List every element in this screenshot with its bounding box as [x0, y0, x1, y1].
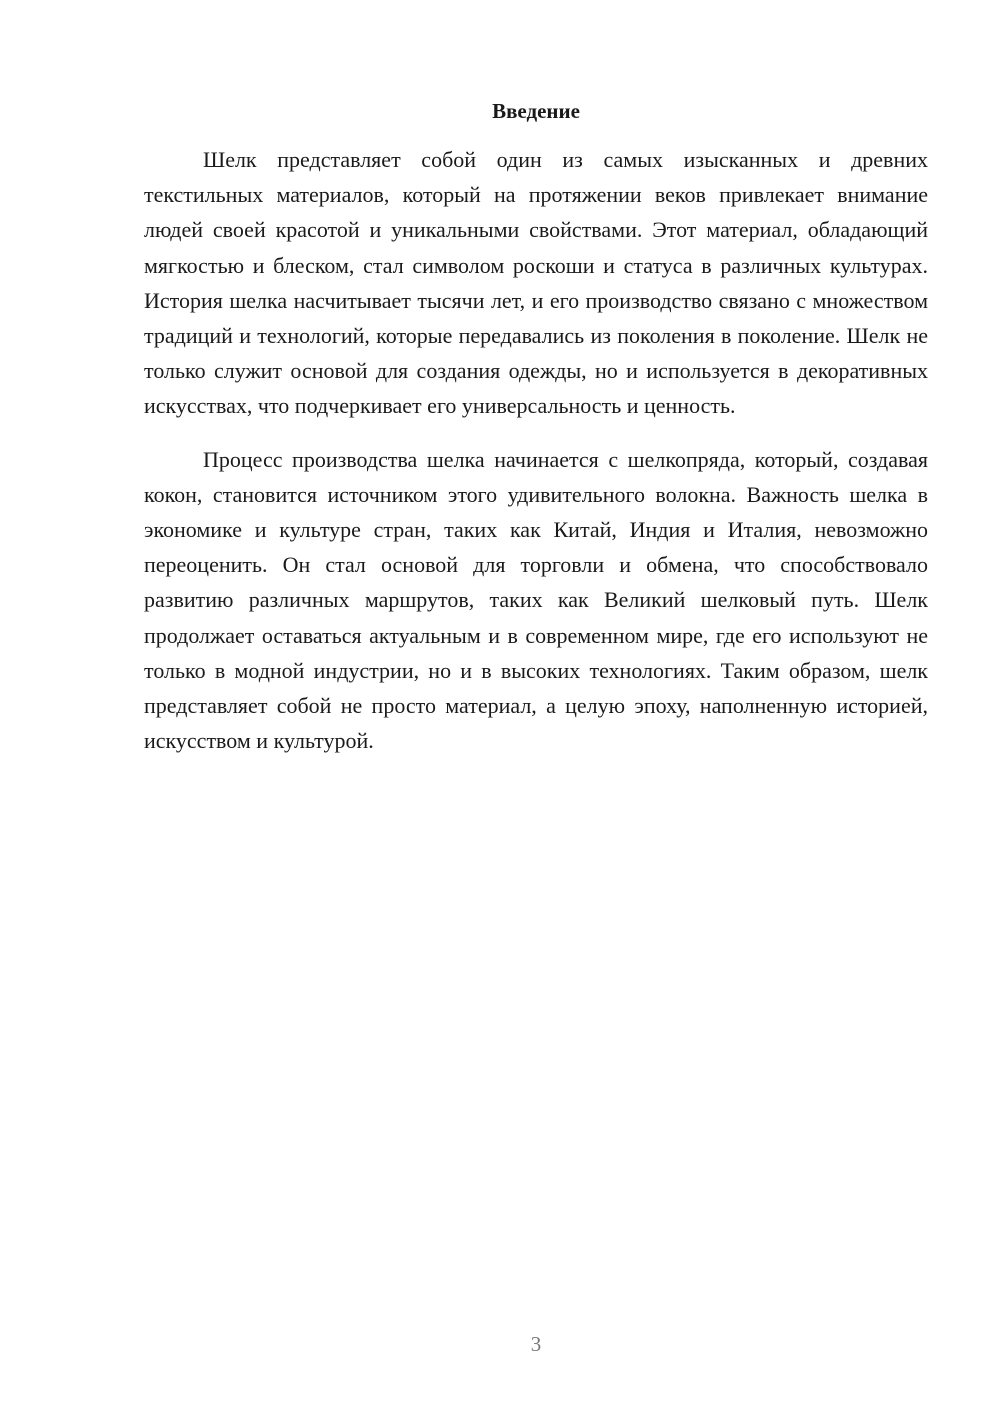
section-heading: Введение	[492, 99, 580, 123]
body-text	[144, 142, 928, 776]
page-number: 3	[530, 1332, 542, 1356]
paragraph-1: Шелк представляет собой один из самых изысканных и древних текстильных материалов, который на протяжении веков привлекает внимание людей своей красотой и уникальными свойствами. Этот материал, обладающий мягкостью и блеском, стал символом роскоши и статуса в различных культурах. История шелка насчитывает тысячи лет, и его производство связано с множеством традиций и технологий, которые передавались из поколения в поколение. Шелк не только служит основой для создания одежды, но и используется в декоративных искусствах, что подчеркивает его универсальность и ценность.	[144, 147, 928, 419]
paragraph-2: Процесс производства шелка начинается с шелкопряда, который, создавая кокон, становится источником этого удивительного волокна. Важность шелка в экономике и культуре стран, таких как Китай, Индия и Италия, невозможно переоценить. Он стал основой для торговли и обмена, что способствовало развитию различных маршрутов, таких как Великий шелковый путь. Шелк продолжает оставаться актуальным и в современном мире, где его используют не только в модной индустрии, но и в высоких технологиях. Таким образом, шелк представляет собой не просто материал, а целую эпоху, наполненную историей, искусством и культурой.	[144, 446, 928, 754]
